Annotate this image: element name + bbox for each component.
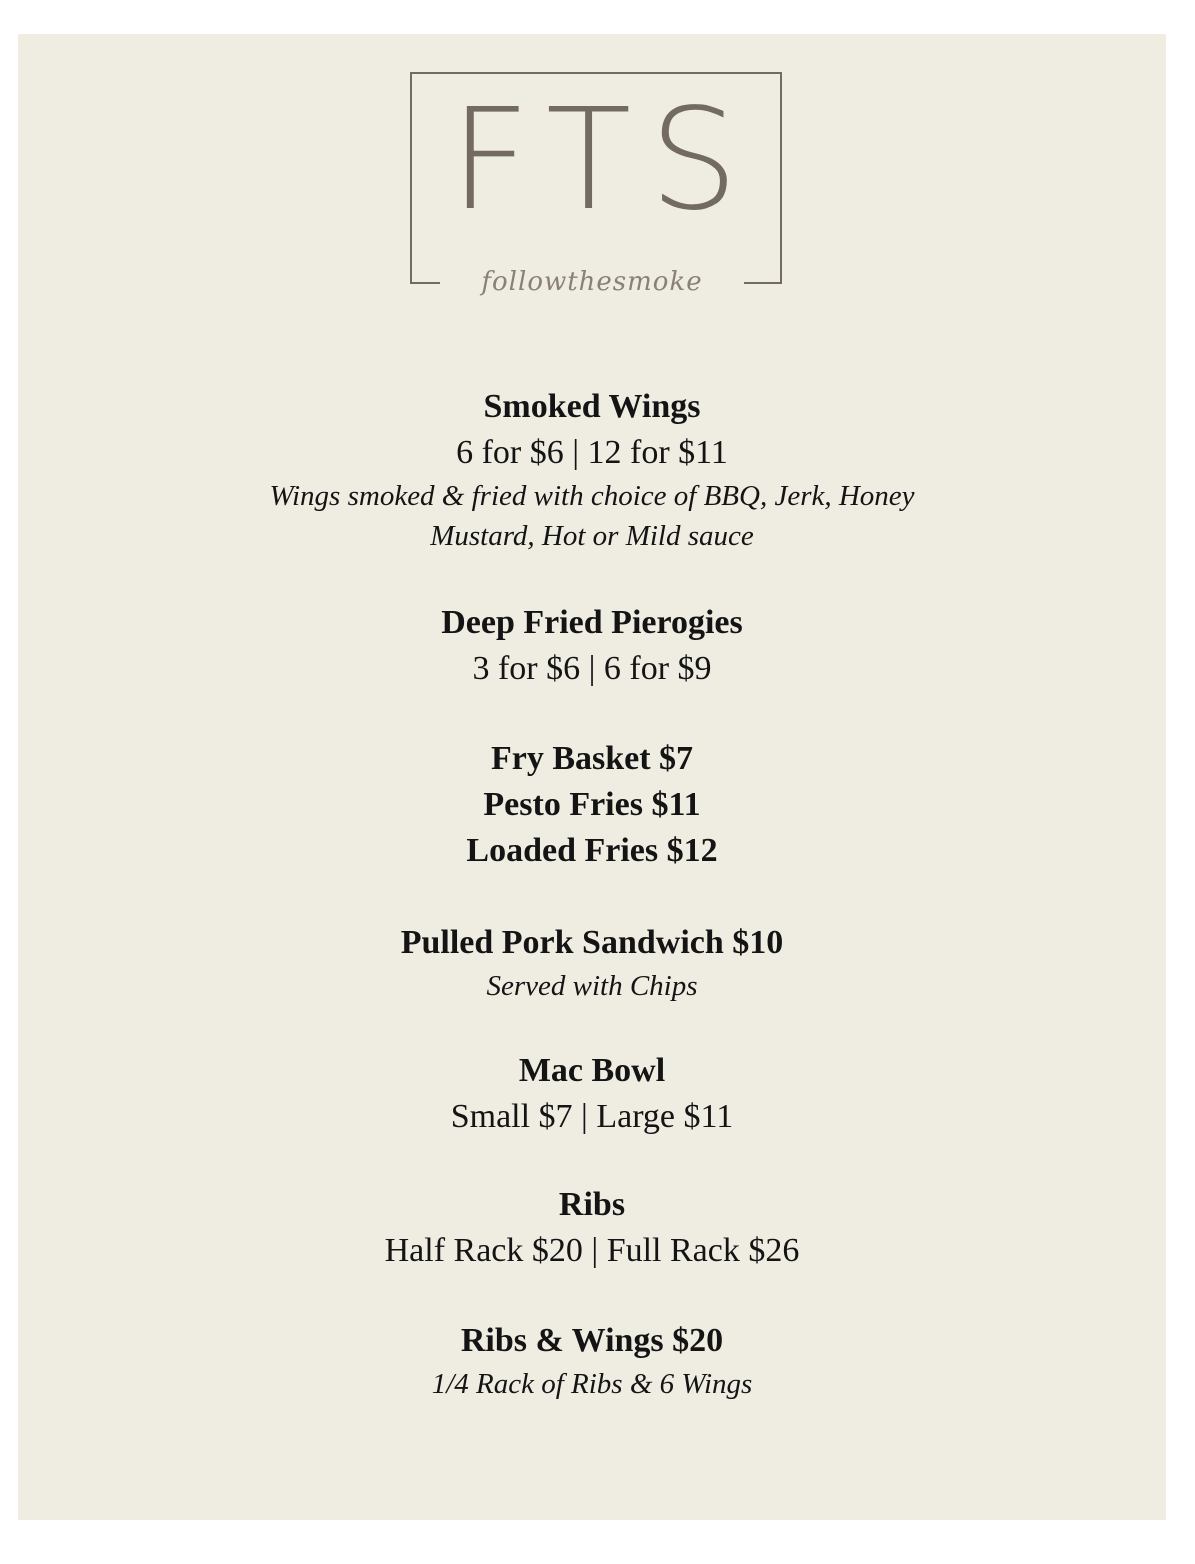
item-description: Mustard, Hot or Mild sauce: [430, 520, 754, 552]
menu-item-smoked-wings: [18, 384, 1166, 556]
item-price: Small $7 | Large $11: [450, 1098, 734, 1135]
item-description: Served with Chips: [486, 970, 698, 1002]
item-loaded-fries: Loaded Fries $12: [466, 832, 718, 869]
item-fry-basket: Fry Basket $7: [490, 740, 694, 777]
item-name: Ribs & Wings $20: [460, 1322, 724, 1359]
item-price: Half Rack $20 | Full Rack $26: [384, 1232, 800, 1269]
menu-item-pulled-pork: [18, 920, 1166, 1006]
menu-list: [18, 384, 1166, 1404]
item-name: Ribs: [558, 1186, 626, 1223]
fts-logo: [410, 72, 782, 297]
logo-letters: FTS: [449, 79, 757, 242]
logo-frame-bottom-right: [744, 282, 780, 284]
menu-page: [18, 34, 1166, 1520]
item-name: Pulled Pork Sandwich $10: [400, 924, 784, 961]
item-name: Deep Fried Pierogies: [441, 604, 743, 641]
menu-item-mac-bowl: [18, 1048, 1166, 1140]
item-pesto-fries: Pesto Fries $11: [483, 786, 701, 823]
item-price: 6 for $6 | 12 for $11: [456, 434, 728, 471]
item-name: Mac Bowl: [518, 1052, 666, 1089]
menu-item-fries: [18, 736, 1166, 874]
item-name: Smoked Wings: [483, 388, 701, 425]
item-price: 3 for $6 | 6 for $9: [472, 650, 712, 687]
menu-item-ribs-wings: [18, 1318, 1166, 1404]
item-description: Wings smoked & fried with choice of BBQ, Jerk, Honey: [269, 480, 915, 512]
item-description: 1/4 Rack of Ribs & 6 Wings: [431, 1368, 753, 1400]
logo-script: followthesmoke: [481, 267, 703, 297]
menu-item-ribs: [18, 1182, 1166, 1274]
menu-item-pierogies: [18, 600, 1166, 692]
logo-frame-bottom-left: [410, 282, 440, 284]
